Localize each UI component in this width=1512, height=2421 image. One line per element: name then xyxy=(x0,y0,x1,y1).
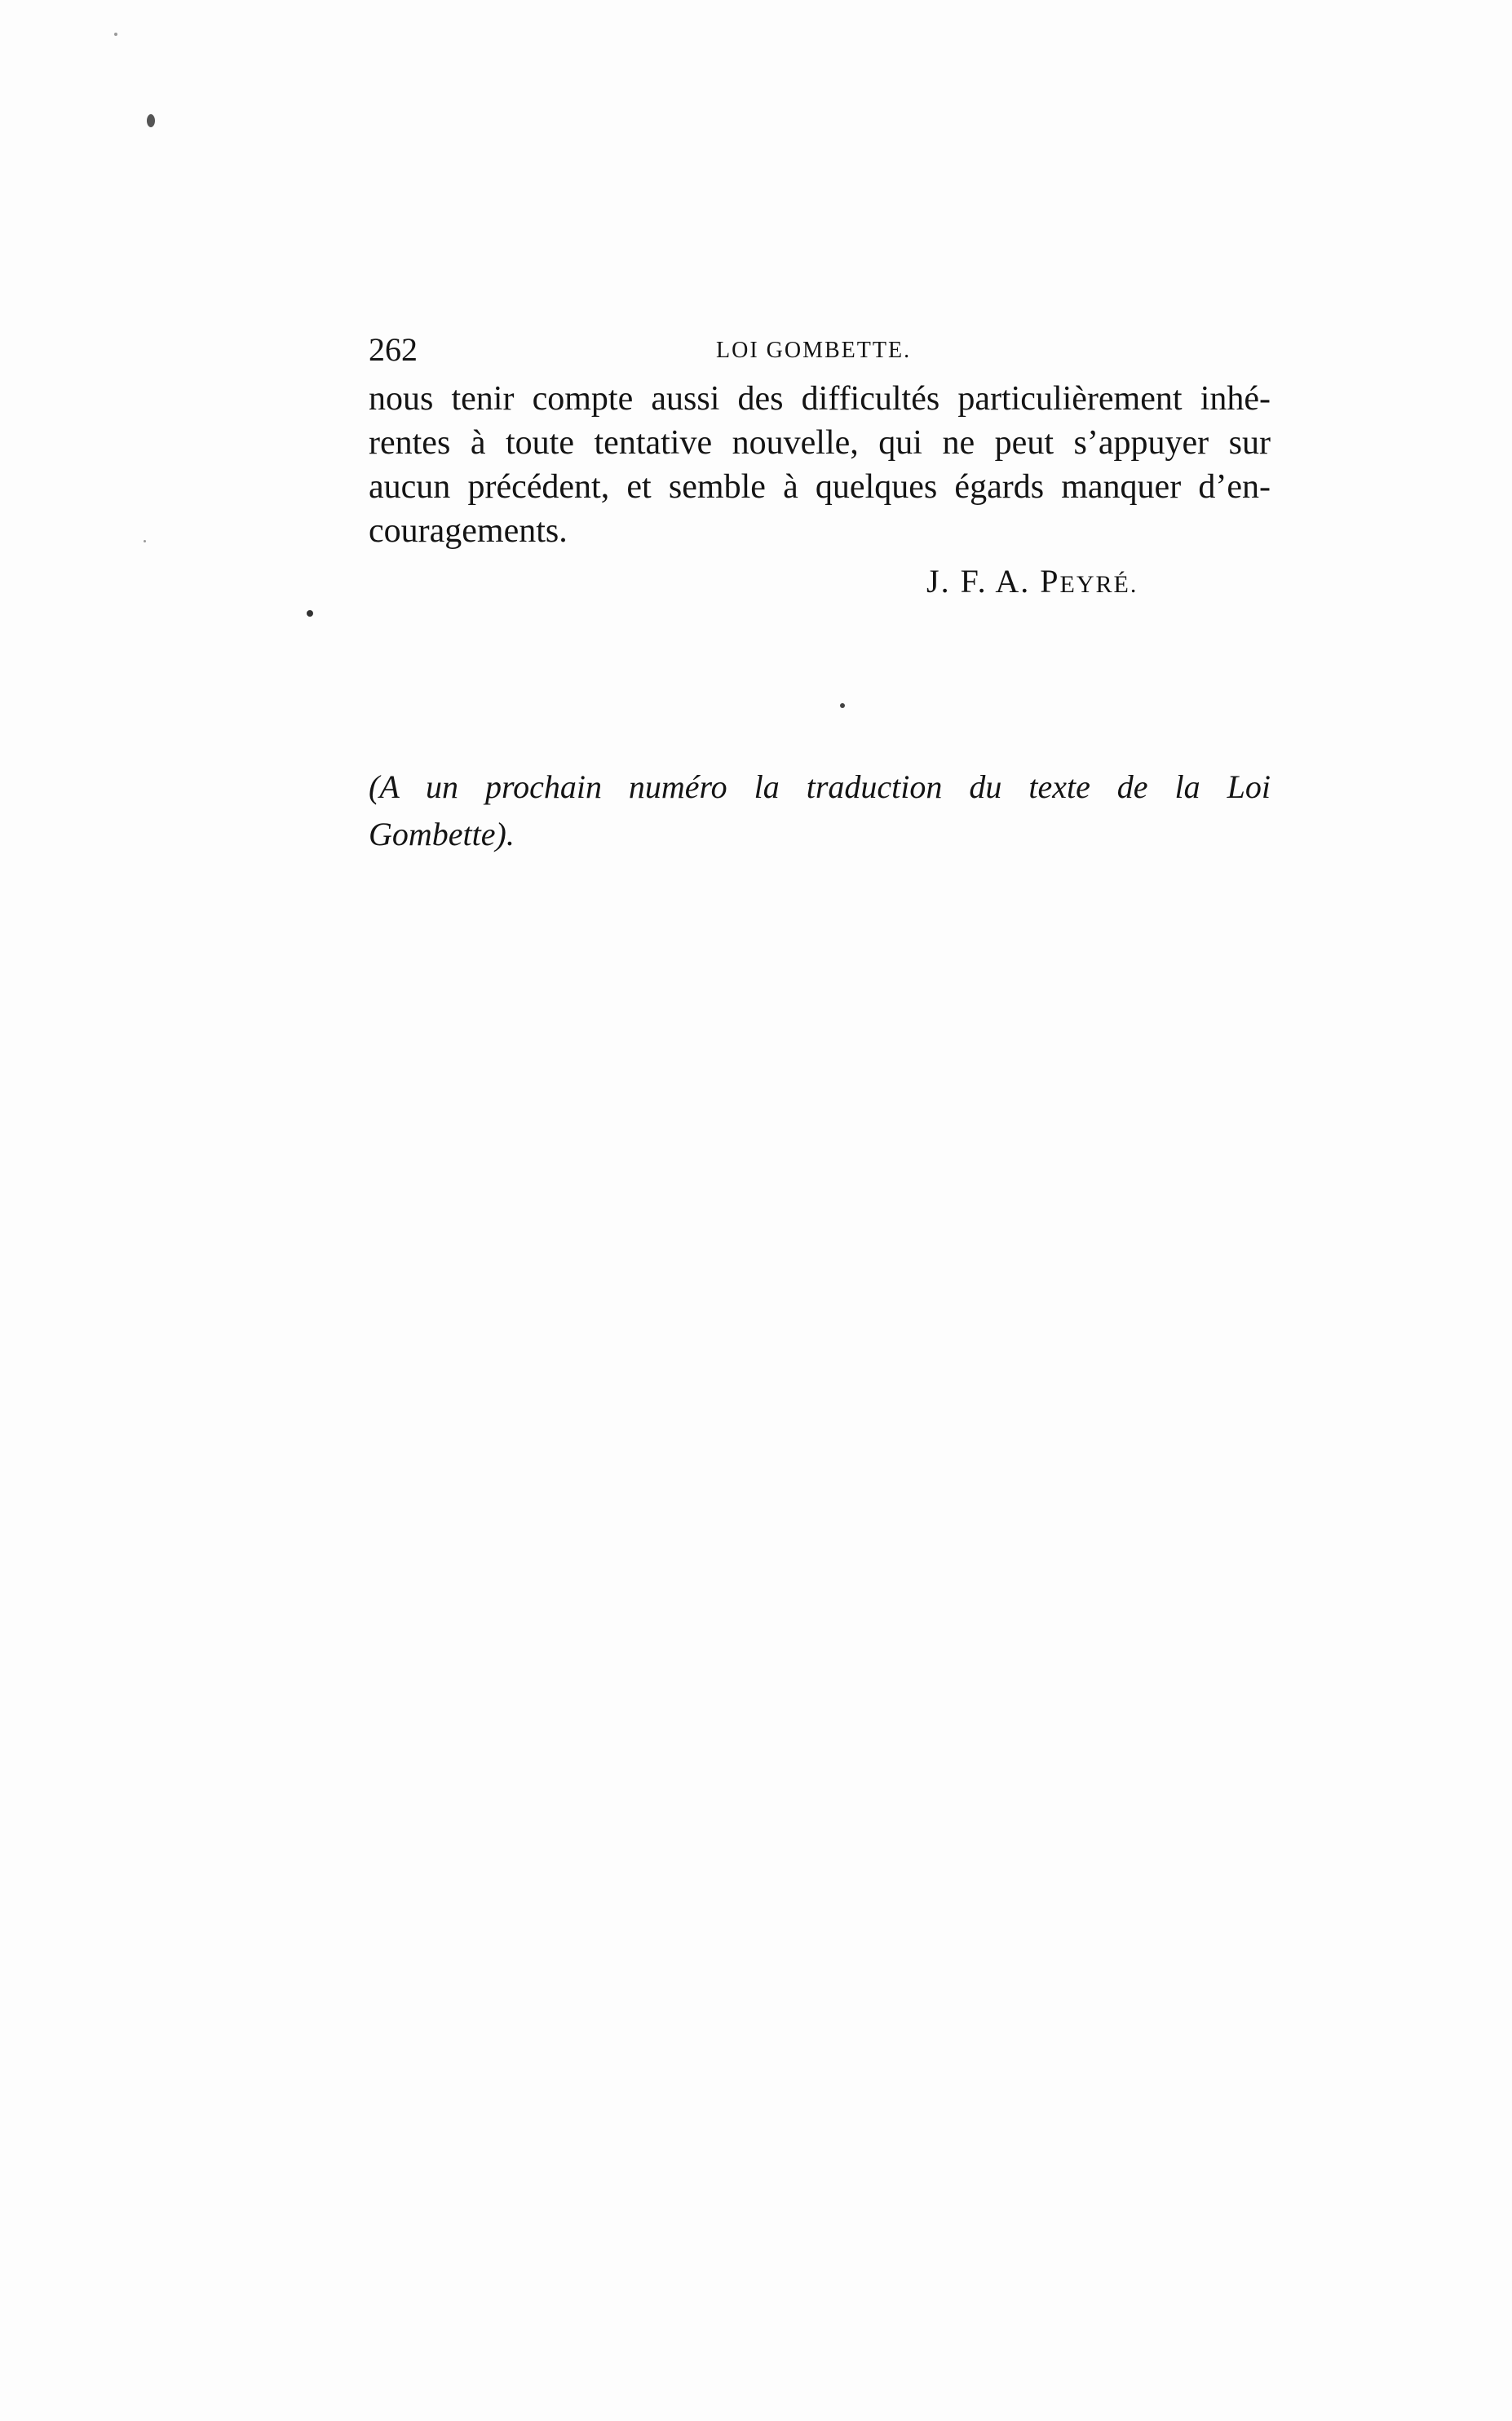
body-line: couragements. xyxy=(369,512,568,550)
scan-speck xyxy=(147,114,155,127)
body-line: rentes à toute tentative nouvelle, qui ne peut s’appuyer sur xyxy=(369,424,1271,462)
body-paragraph xyxy=(369,377,1271,553)
note-line: Gombette). xyxy=(369,816,515,852)
signature-surname-rest: EYRÉ. xyxy=(1059,571,1138,598)
running-head: LOI GOMBETTE. xyxy=(716,338,912,363)
scan-speck xyxy=(307,610,313,617)
scan-speck xyxy=(114,33,117,36)
page-header xyxy=(369,330,1271,370)
author-signature xyxy=(926,560,1138,607)
signature-initials: J. F. A. P xyxy=(926,563,1060,600)
body-line: aucun précédent, et semble à quelques égards manquer d’en- xyxy=(369,468,1271,506)
page-number: 262 xyxy=(369,331,418,368)
scan-speck xyxy=(840,703,845,708)
note-line: (A un prochain numéro la traduction du texte de la Loi xyxy=(369,768,1271,805)
editorial-note xyxy=(369,763,1271,858)
body-line: nous tenir compte aussi des difficultés particulièrement inhé- xyxy=(369,380,1271,418)
scan-speck xyxy=(144,540,146,542)
